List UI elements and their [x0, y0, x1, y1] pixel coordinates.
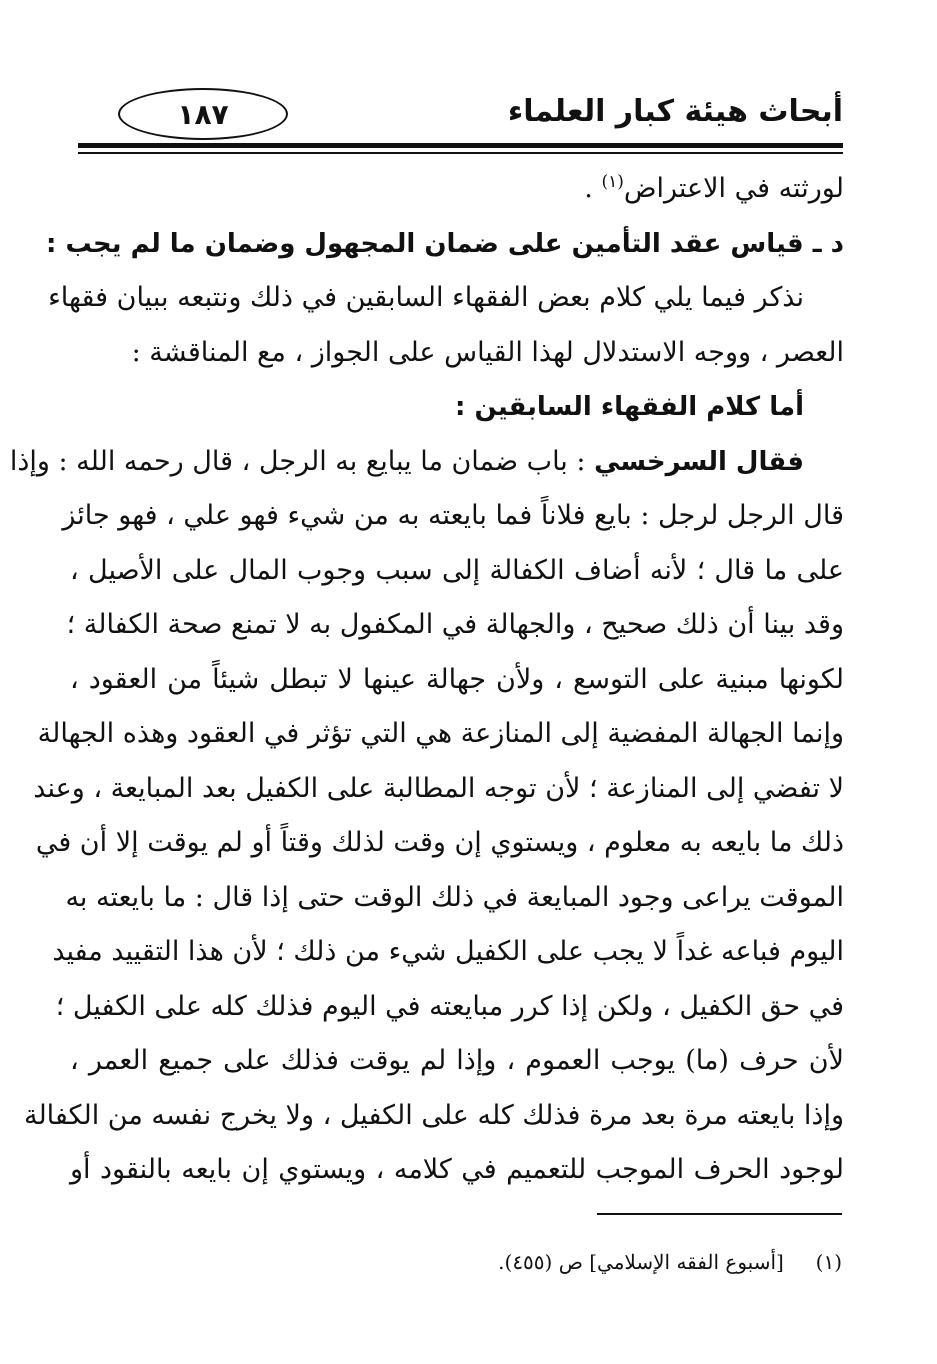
subheading: أما كلام الفقهاء السابقين :: [455, 392, 804, 422]
text-line: لوجود الحرف الموجب للتعميم في كلامه ، ويستوي إن بايعه بالنقود أو: [70, 1154, 844, 1185]
page-number: ١٨٧: [118, 88, 288, 140]
text-line: لأن حرف (ما) يوجب العموم ، وإذا لم يوقت فذلك على جميع العمر ،: [70, 1045, 844, 1076]
text-line: وإذا بايعته مرة بعد مرة فذلك كله على الكفيل ، ولا يخرج نفسه من الكفالة: [23, 1099, 844, 1131]
text-line: قال الرجل لرجل : بايع فلاناً فما بايعته به من شيء فهو علي ، فهو جائز: [62, 500, 844, 531]
footnote-ref: (١): [601, 172, 624, 192]
footnote-separator: [597, 1213, 842, 1215]
footnote-marker: (١): [815, 1250, 842, 1274]
text-line: لا تفضي إلى المنازعة ؛ لأن توجه المطالبة على الكفيل بعد المبايعة ، وعند: [33, 772, 844, 804]
text-line: فقال السرخسي : باب ضمان ما يبايع به الرجل ، قال رحمه الله : وإذا: [9, 445, 804, 477]
body-text: [9, 162, 844, 1198]
text-line: على ما قال ؛ لأنه أضاف الكفالة إلى سبب وجوب المال على الأصيل ،: [70, 554, 844, 586]
text-line: العصر ، ووجه الاستدلال لهذا القياس على الجواز ، مع المناقشة :: [131, 336, 844, 368]
text-line: ذلك ما بايعه به معلوم ، ويستوي إن وقت لذلك وقتاً أو لم يوقت إلا أن في: [35, 827, 844, 858]
footnote-text: [أسبوع الفقه الإسلامي] ص (٤٥٥).: [498, 1250, 784, 1274]
text-line: وإنما الجهالة المفضية إلى المنازعة هي التي تؤثر في العقود وهذه الجهالة: [37, 718, 844, 749]
quote-lead: فقال السرخسي: [594, 446, 804, 477]
text-line: الموقت يراعى وجود المبايعة في ذلك الوقت حتى إذا قال : ما بايعته به: [65, 881, 844, 913]
text-line: نذكر فيما يلي كلام بعض الفقهاء السابقين في ذلك ونتبعه ببيان فقهاء: [48, 282, 804, 313]
page-header: [78, 88, 843, 158]
section-heading: د ـ قياس عقد التأمين على ضمان المجهول وضمان ما لم يجب :: [46, 228, 844, 259]
footnote: [498, 1250, 842, 1274]
text-line: اليوم فباعه غداً لا يجب على الكفيل شيء من ذلك ؛ لأن هذا التقييد مفيد: [52, 936, 844, 967]
text-line: لكونها مبنية على التوسع ، ولأن جهالة عينها لا تبطل شيئاً من العقود ،: [70, 663, 844, 695]
header-rule-thick: [78, 143, 843, 148]
text-line: في حق الكفيل ، ولكن إذا كرر مبايعته في اليوم فذلك كله على الكفيل ؛: [55, 990, 844, 1022]
text-line: لورثته في الاعتراض$^{(١)}$ .: [584, 172, 844, 204]
running-title: أبحاث هيئة كبار العلماء: [507, 94, 843, 129]
header-rule-thin: [78, 152, 843, 154]
text-line: وقد بينا أن ذلك صحيح ، والجهالة في المكفول به لا تمنع صحة الكفالة ؛: [66, 609, 844, 640]
